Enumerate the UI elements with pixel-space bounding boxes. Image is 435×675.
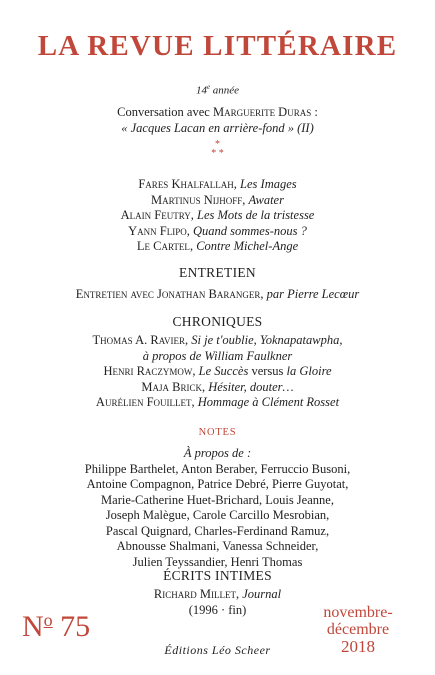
notes-intro: À propos de : [183,446,252,460]
contribution-sep: , [242,192,249,207]
issue-year-value: 2018 [341,637,375,656]
chronique-sep: , [185,333,192,347]
contribution-work: Les Images [240,177,297,191]
ecrits-detail: (1996 · fin) [188,602,247,617]
notes-line: Abnousse Shalmani, Vanessa Schneider, [116,539,319,553]
publisher: Éditions Léo Scheer [164,643,271,657]
contributions-list [0,177,435,255]
chronique-item [0,333,435,349]
contribution-sep: , [189,239,197,253]
magazine-title: LA REVUE LITTÉRAIRE [37,30,398,62]
conversation-prefix: Conversation avec [117,105,213,119]
chroniques-heading: CHRONIQUES [172,314,263,329]
contribution-sep: , [233,177,241,191]
entretien-by: par Pierre Lecœur [266,287,360,301]
contribution-author: Martinus Nijhoff [151,192,243,207]
issue-date-line-1: novembre- [323,604,393,621]
entretien-line [0,287,435,303]
contribution-item [0,193,435,209]
conversation-name: Marguerite Duras [212,105,312,119]
entretien-sep: , [260,287,267,301]
conversation-block [0,105,435,136]
conversation-line-1 [0,105,435,121]
chronique-sep: , [191,395,198,409]
notes-heading: NOTES [198,427,237,438]
notes-line: Joseph Malègue, Carole Carcillo Mesrobian, [105,508,330,522]
ecrits-line [0,587,435,603]
chronique-work: Le Succès [198,364,249,378]
contribution-author: Le Cartel [136,239,190,253]
issue-number [22,610,90,644]
issue-number-prefix: N [22,610,44,643]
entretien-section [0,265,435,303]
chronique-author: Maja Brick [141,379,202,394]
chronique-sep: , [201,379,209,394]
issue-number-o: o [43,610,53,630]
ecrits-sep: , [235,587,243,601]
contribution-work: Contre Michel-Ange [196,239,299,253]
ornament-bottom: * * [211,148,224,159]
chronique-work: Hésiter, douter… [208,379,294,394]
entretien-text: Entretien avec Jonathan Baranger [75,287,261,301]
contribution-sep: , [190,208,197,222]
issue-date [303,604,413,655]
chronique-item [0,364,435,380]
notes-line: Antoine Compagnon, Patrice Debré, Pierre Guyotat, [86,477,349,491]
issue-year [0,83,435,97]
chronique-author: Aurélien Fouillet [95,395,192,409]
contribution-author: Yann Flipo [128,223,187,238]
chronique-item [0,395,435,411]
year-superscript: e [206,83,211,91]
contribution-work: Awater [248,192,284,207]
ecrits-work: Journal [242,587,282,601]
contribution-item [0,208,435,224]
contribution-author: Alain Feutry [120,208,191,222]
notes-line: Julien Teyssandier, Henri Thomas [132,554,303,569]
contribution-sep: , [186,223,193,238]
chroniques-section [0,314,435,411]
chronique-work: Si je t'oublie, Yoknapatawpha, [191,333,343,347]
chronique-author: Henri Raczymow [103,364,193,378]
notes-line: Marie-Catherine Huet-Brichard, Louis Jeanne, [101,492,334,507]
chronique-mid: versus [248,364,287,378]
contribution-author: Fares Khalfallah [138,177,234,191]
contribution-item [0,224,435,240]
chronique-item: à propos de William Faulkner [142,348,293,363]
chronique-author: Thomas A. Ravier [92,333,186,347]
notes-list [0,446,435,570]
year-number: 14 [195,84,207,97]
year-label: année [212,84,240,97]
contribution-item [0,239,435,255]
contribution-item [0,177,435,193]
issue-date-line-2: décembre [326,621,390,638]
issue-number-value: 75 [52,610,91,643]
chronique-work: la Gloire [286,364,332,378]
conversation-line-2: « Jacques Lacan en arrière-fond » (II) [121,120,314,135]
ornament [0,140,435,158]
chronique-sep: , [192,364,199,378]
chronique-item [0,380,435,396]
conversation-suffix: : [311,105,318,119]
notes-line: Pascal Quignard, Charles-Ferdinand Ramuz, [105,523,330,538]
chronique-work: Hommage à Clément Rosset [197,395,340,409]
entretien-heading: ENTRETIEN [179,265,256,280]
ornament-top: * [215,139,220,150]
ecrits-heading: ÉCRITS INTIMES [163,568,272,583]
contribution-work: Quand sommes-nous ? [192,223,307,238]
contribution-work: Les Mots de la tristesse [197,208,315,222]
ecrits-author: Richard Millet [153,587,236,601]
notes-line: Philippe Barthelet, Anton Beraber, Ferruccio Busoni, [84,461,351,476]
